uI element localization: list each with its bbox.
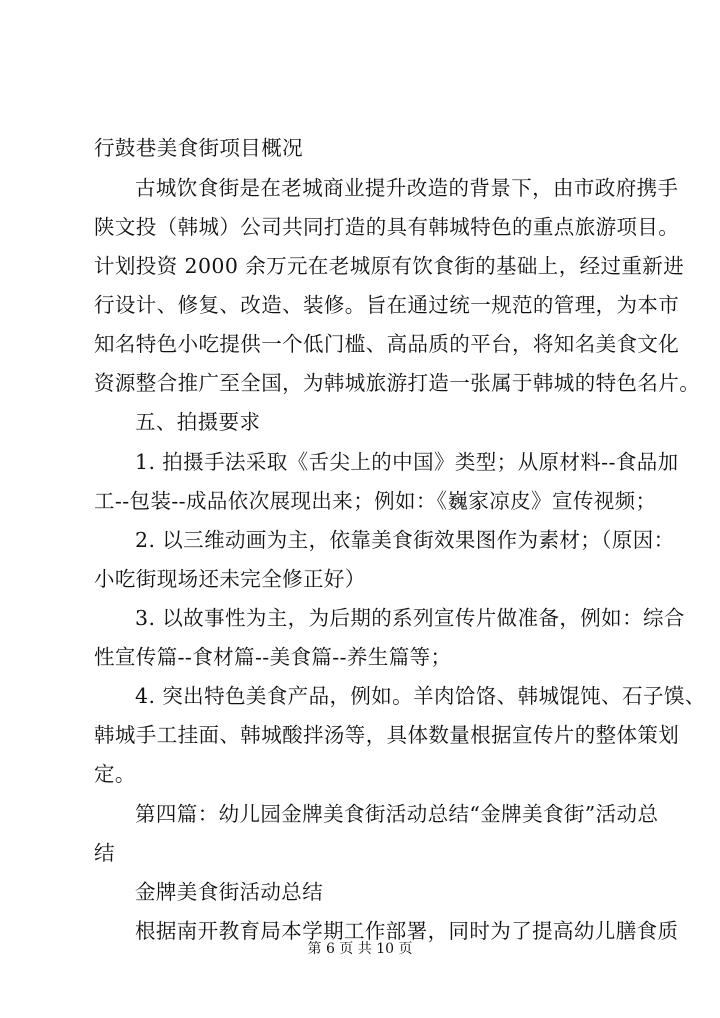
paragraph-line: 工--包装--成品依次展现出来；例如：《巍家凉皮》宣传视频； [94,489,657,513]
paragraph-line: 2. 以三维动画为主，依靠美食街效果图作为素材；（原因： [135,528,675,552]
paragraph-line: 性宣传篇--食材篇--美食篇--养生篇等； [94,645,452,669]
paragraph-line: 陕文投（韩城）公司共同打造的具有韩城特色的重点旅游项目。 [94,215,680,239]
paragraph-line: 定。 [94,762,136,786]
paragraph-line: 小吃街现场还未完全修正好） [94,567,366,591]
paragraph-line: 4. 突出特色美食产品，例如。羊肉饸饹、韩城馄饨、石子馍、 [135,684,706,708]
section-heading-project-overview: 行鼓巷美食街项目概况 [94,136,303,160]
paragraph-line: 计划投资 2000 余万元在老城原有饮食街的基础上，经过重新进 [94,254,685,278]
page-number: 第 6 页 共 10 页 [307,941,413,957]
subheading-activity-summary: 金牌美食街活动总结 [135,880,324,904]
section-heading-shooting-requirements: 五、拍摄要求 [135,410,261,434]
paragraph-line: 韩城手工挂面、韩城酸拌汤等，具体数量根据宣传片的整体策划 [94,723,680,747]
paragraph-line: 资源整合推广至全国，为韩城旅游打造一张属于韩城的特色名片。 [94,371,701,395]
paragraph-line: 1. 拍摄手法采取《舌尖上的中国》类型；从原材料--食品加 [135,450,679,474]
chapter-heading-continued: 结 [94,841,115,865]
paragraph-line: 根据南开教育局本学期工作部署，同时为了提高幼儿膳食质 [135,919,679,943]
chapter-heading: 第四篇：幼儿园金牌美食街活动总结“金牌美食街”活动总 [135,802,659,826]
paragraph-line: 行设计、修复、改造、装修。旨在通过统一规范的管理，为本市 [94,293,680,317]
paragraph-line: 3. 以故事性为主，为后期的系列宣传片做准备，例如：综合 [135,606,685,630]
paragraph-line: 古城饮食街是在老城商业提升改造的背景下，由市政府携手 [135,176,679,200]
paragraph-line: 知名特色小吃提供一个低门槛、高品质的平台，将知名美食文化 [94,332,680,356]
